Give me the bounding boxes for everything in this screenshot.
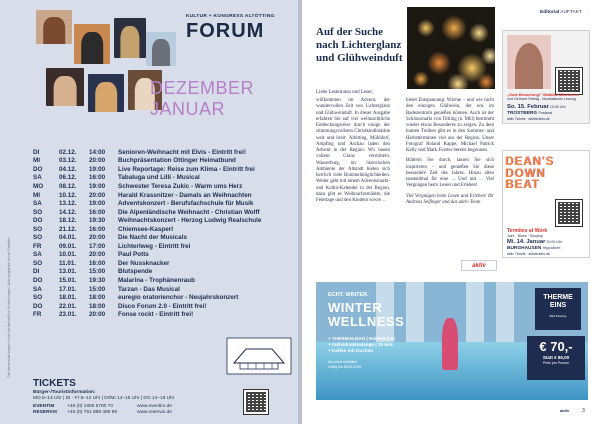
event-time: 16:00 [89,174,106,182]
event-day: MI [33,191,40,199]
salutation: Liebe Leserinnen und Leser, [316,90,373,95]
event-row[interactable] [33,259,295,268]
event-day: DO [33,217,43,225]
event-row[interactable] [33,268,295,277]
event-date: 04.12. [59,165,77,173]
event-name: Adventskonzert - Berufsfachschule für Musik [118,200,254,208]
event-date: 13.12. [59,200,77,208]
event-row[interactable] [33,157,295,166]
event-day: MO [33,182,44,190]
event-time: 16:00 [89,259,106,267]
event-name: Senioren-Weihnacht mit Elvis - Eintritt frei! [118,148,246,156]
editorial-headline: Auf der Suche nach Lichterglanz und Glühweinduft [316,26,403,64]
ad-place: BURGHAUSEN Hippodrom [507,246,561,251]
title-month-1: DEZEMBER [150,78,255,98]
ad-headline: DEAN'S DOWN BEAT [505,156,554,191]
event-day: FR [33,311,42,319]
page-spine [298,0,302,424]
event-day: DO [33,276,43,284]
aktiv-logo: aktiv [461,260,497,271]
event-day: SO [33,225,43,233]
light-glow [481,47,495,65]
event-time: 19:00 [89,165,106,173]
event-date: 10.12. [59,191,77,199]
event-date: 13.01. [59,268,77,276]
artist-photo [114,18,146,58]
event-name: Blutspende [118,268,153,276]
event-row[interactable] [33,208,295,217]
event-name: Tarzan - Das Musical [118,285,180,293]
forum-logo [186,14,286,50]
event-name: Weihnachtskonzert - Herzog Ludwig Realschule [118,217,262,225]
event-row[interactable] [33,251,295,260]
event-date: 21.12. [59,225,77,233]
event-day: DO [33,165,43,173]
event-time: 20:00 [89,311,106,319]
event-name: Paul Potts [118,251,149,259]
logo-wordmark: FORUM [186,20,265,42]
artist-photo [74,24,110,64]
event-name: Der Nussknacker [118,259,170,267]
light-glow [441,15,467,41]
event-row[interactable] [33,199,295,208]
event-name: Die Alpenländische Weihnacht - Christian Wolff [118,208,260,216]
event-day: SA [33,174,42,182]
light-glow [413,71,429,87]
christmas-market-photo [407,7,495,89]
event-row[interactable] [33,293,295,302]
event-time: 18:00 [89,302,106,310]
event-name: Lichterlweg - Eintritt frei [118,242,191,250]
light-glow [417,19,435,37]
ticket-web-link[interactable]: www.eventim.de [137,403,172,409]
editorial-column-1: willkommen im Advent, der wundervollen Zeit von Lichterglanz und Glühweinduft. In dieser Ausgabe erfahren Sie auf vier weihnachtliche Entdeckungsreise durch einige der stimmungsvollsten Christkindlmärkte weit und breit: Altötting, Mühldorf, Ampfing und Aschau laden den Advent in der Region. Wir bauen vollem Glanz vermitteln. Wasserburg, im historischen Ambiente der Altstadt bieten sich herrlich viele Bummelmöglichkeiten. Weiter geht mit einem Adventsmarkt- und Kultur-Kalender in der Region, dazu gibt es Weihnachtsmärkte, die Feiertage und den Kindern sowie ... [316,98,390,203]
event-row[interactable] [33,310,295,319]
event-day: SO [33,259,43,267]
event-date: 18.12. [59,217,77,225]
event-time: 17:00 [89,242,106,250]
tickets-hours: MO 8–14 Uhr | DI - Fr 8–12 Uhr | DI/MI 14–16 Uhr | DO 14–18 Uhr [33,396,175,402]
event-time: 20:00 [89,234,106,242]
event-day: FR [33,242,42,250]
event-day: DI [33,268,40,276]
event-day: SO [33,294,43,302]
event-row[interactable] [33,216,295,225]
ticket-phone: +49 (0) 1806 5700 70 [67,403,114,409]
swimmer-figure [442,318,458,370]
editorial-column-2: bietet Entspannung: Wärme – und wie nicht den einzigen Glühwein, der uns im Badezentrum genießen können. Auch ist der Schlossmarkt von Tittling (n. Mhl) bestimmt wieder etwas Besonderes zu zeigen. Zu dem bunten Treiben gibt es in den Sommer- und Herbstterminen viel aus der Region. Unser Fotograf Roland Kappe, Michael Patrick Kelly und Mark Forster bereits begonnen. Blättern Sie durch, lassen Sie sich inspirieren – und genießen Sie diese besondere Zeit des Jahres. Hinzu allen tausendmal für eine ... Und mit ... Viel Vergnügen beim Lesen und Erleben! Viel Vergnügen beim Lesen und Erleben! Ihr Andreas Seifinger und das aktiv-Team [406,98,494,205]
event-name: Disco Forum 2.0 - Eintritt frei! [118,302,207,310]
therme-eins-logo: THERME EINS Bad Füssing [535,288,581,330]
event-row[interactable] [33,242,295,251]
section-tag: Editorial AUFTAKT [540,10,582,15]
event-date: 02.12. [59,148,77,156]
event-date: 04.01. [59,234,77,242]
event-date: 11.01. [59,259,77,267]
event-time: 14:00 [89,148,106,156]
ad-date: Mi. 14. Januar 20:00 Uhr [507,239,563,245]
ad-photo [507,35,551,89]
light-glow [477,73,495,89]
event-time: 20:00 [89,157,106,165]
event-time: 19:00 [89,182,106,190]
event-date: 15.01. [59,276,77,284]
forum-building-icon [226,337,292,375]
ticket-row: EVENTIM +49 (0) 1806 5700 70 www.eventim.de [33,404,253,410]
event-row[interactable] [33,285,295,294]
event-day: DI [33,148,40,156]
footer-logo: aktiv [560,408,570,413]
event-day: SA [33,251,42,259]
event-name: Die Nacht der Musicals [118,234,187,242]
event-name: Live Reportage: Reise zum Klima - Eintritt frei [118,165,255,173]
event-date: 18.01. [59,294,77,302]
event-day: MI [33,157,40,165]
event-date: 23.01. [59,311,77,319]
event-time: 19:30 [89,276,106,284]
ad-date: So. 15. Februar 19:00 Uhr [507,104,566,110]
event-date: 08.12. [59,182,77,190]
light-glow [427,51,451,75]
event-row[interactable] [33,165,295,174]
tickets-info-label: Bürger-/Touristinformation: [33,390,96,395]
event-name: Buchpräsentation Öttinger Heimatbund [118,157,236,165]
qr-code-icon[interactable] [243,389,269,415]
event-date: 09.01. [59,242,77,250]
light-glow [469,23,489,43]
event-row[interactable] [33,148,295,157]
event-row[interactable] [33,302,295,311]
signoff: Viel Vergnügen beim Lesen und Erleben! Ihr Andreas Seifinger und das aktiv-Team [406,193,494,205]
event-name: Tabaluga und Lilli - Musical [118,174,200,182]
ad-lesung[interactable]: „Gute Besserung!" Mathias Mittelmeier und Gerhard Steinig - Musikalische Lesung So. 15. Februar 19:00 Uhr TROSTBERG Postsaal aktiv Tickets · aktivtickets.de [502,30,590,124]
qr-code-icon[interactable] [555,199,583,227]
ad-place: TROSTBERG Postsaal [507,111,553,116]
event-time: 15:00 [89,268,106,276]
event-row[interactable] [33,276,295,285]
artist-photo [36,10,72,44]
event-day: DO [33,302,43,310]
event-list [33,148,295,319]
event-time: 19:30 [89,217,106,225]
event-day: SA [33,200,42,208]
tickets-section [33,378,253,416]
event-row[interactable] [33,191,295,200]
event-date: 03.12. [59,157,77,165]
event-day: SO [33,208,43,216]
qr-code-icon[interactable] [555,67,583,95]
artist-photo [88,74,124,112]
event-name: Chiemsee-Kasperl [118,225,173,233]
event-date: 14.12. [59,208,77,216]
event-day: SA [33,285,42,293]
event-name: euregio oratorienchor - Neujahrskonzert [118,294,239,302]
event-name: Schwester Teresa Zukic - Warm ums Herz [118,182,243,190]
event-date: 17.01. [59,285,77,293]
ticket-row: RESERVIX +49 (0) 761 888 499 99 www.reservix.de [33,410,253,416]
event-time: 18:00 [89,294,106,302]
ad-deans-downbeat[interactable]: DEAN'S DOWN BEAT Termites at Work Jazz · Blues · Soulpop Mi. 14. Januar 20:00 Uhr BURGHAUSEN Hippodrom aktiv Tickets · aktivtickets.de [502,150,590,258]
event-name: Harald Krassnitzer - Damals an Weihnachten [118,191,252,199]
event-time: 16:00 [89,208,106,216]
ticket-phone: +49 (0) 761 888 499 99 [67,409,118,415]
event-day: SO [33,234,43,242]
ad-winter-wellness[interactable]: ECHT. WINTER. WINTER WELLNESS + THERMALBAD | Ruheräume + Individualmassage | 25 Min. + Kaffee mit Kuchen Ab sofort erhältlich Gültig bis 28.02.2026 THERME EINS Bad Füssing € 70,- Statt € 85,00 Preis pro Person [316,282,588,400]
event-date: 06.12. [59,174,77,182]
event-name: Malarina - Trophänenraub [118,276,195,284]
ticket-web-link[interactable]: www.reservix.de [137,409,172,415]
title-month-2: JANUAR [150,99,226,119]
event-time: 19:00 [89,200,106,208]
event-row[interactable] [33,174,295,183]
event-row[interactable] [33,182,295,191]
event-date: 22.01. [59,302,77,310]
event-row[interactable] [33,233,295,242]
light-glow [447,73,469,89]
artist-photo [46,68,84,106]
page-number: 3 [582,408,585,414]
event-time: 16:00 [89,225,106,233]
program-title [150,78,298,126]
event-name: Fonse rockt - Eintritt frei! [118,311,194,319]
event-time: 20:00 [89,191,106,199]
left-page [0,0,298,424]
price-box: € 70,- Statt € 85,00 Preis pro Person [527,336,585,380]
artist-photo [146,32,176,66]
side-credit: Die Veranstaltungen sind vorbehaltlich Änderungen. Alle Angaben ohne Gewähr. [7,236,11,378]
tickets-title: TICKETS [33,378,76,389]
event-row[interactable] [33,225,295,234]
logo-subtitle: KULTUR + KONGRESS ALTÖTTING [186,14,275,19]
event-time: 15:00 [89,285,106,293]
wellness-headline: WINTER WELLNESS [328,300,405,329]
wellness-features: + THERMALBAD | Ruheräume + Individualmassage | 25 Min. + Kaffee mit Kuchen [328,336,395,353]
event-time: 20:00 [89,251,106,259]
event-date: 10.01. [59,251,77,259]
